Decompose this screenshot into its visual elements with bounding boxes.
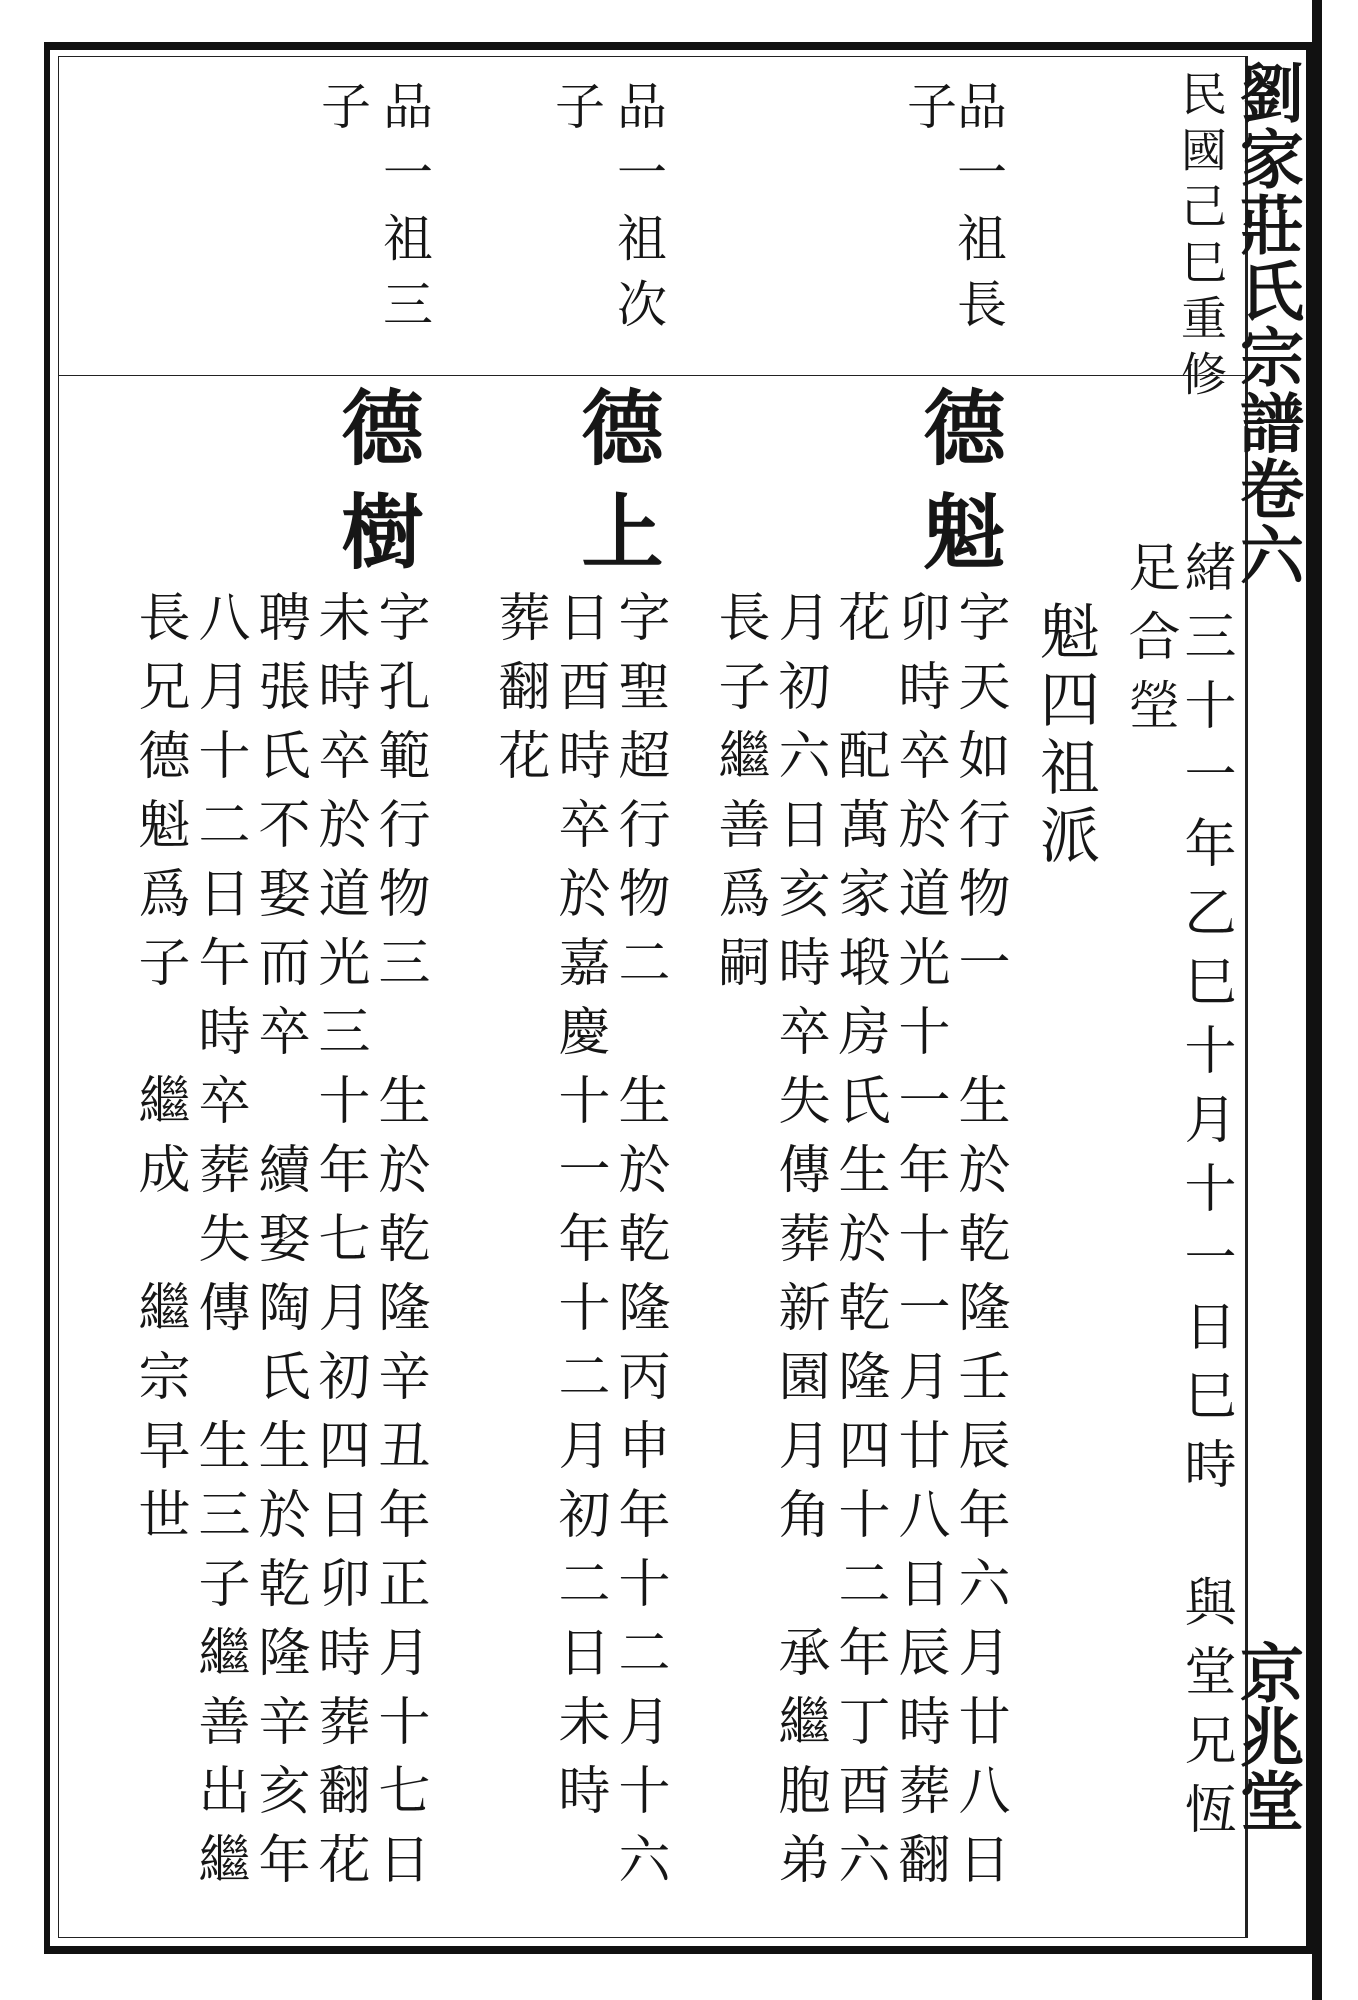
person-2-bio-line-2: 日酉時卒於嘉慶十一年十二月初二日未時: [549, 590, 609, 1832]
spine-hall-name: 京兆堂: [1229, 1640, 1304, 1832]
person-3-bio-line-2: 未時卒於道光三十年七月初四日卯時葬翻花: [309, 590, 369, 1901]
person-1-order: 品一祖長: [949, 80, 1007, 344]
branch-heading: 魁四祖派: [1030, 600, 1100, 872]
person-2-bio-line-1: 字聖超行物二 生於乾隆丙申年十二月十六: [609, 590, 669, 1901]
person-2-name: 德上: [568, 385, 664, 593]
person-2-order: 品一祖次: [609, 80, 667, 344]
spine-title: [1229, 60, 1312, 588]
person-1-bio-line-2: 卯時卒於道光十一年十一月廿八日辰時葬翻: [889, 590, 949, 1901]
repair-note: 民國己巳重修: [1174, 70, 1228, 406]
person-1-bio-line-1: 字天如行物一 生於乾隆壬辰年六月廿八日: [949, 590, 1009, 1901]
person-3-order: 品一祖三: [375, 80, 433, 344]
prev-entry-line-1: 緒三十一年乙巳十月十一日巳時 與堂兄恆: [1175, 540, 1235, 1851]
person-3-bio-line-3: 聘張氏不娶而卒 續娶陶氏生於乾隆辛亥年: [249, 590, 309, 1901]
spine-book-title: 劉家莊氏宗譜: [1229, 60, 1304, 456]
spine-volume: 卷六: [1229, 456, 1304, 588]
person-2-grade: 子: [547, 80, 605, 146]
register-separator-line: [58, 375, 1246, 376]
person-1-bio-line-5: 長子繼善爲嗣: [709, 590, 769, 1004]
person-1-bio-line-3: 花 配萬家塅房氏生於乾隆四十二年丁酉六: [829, 590, 889, 1901]
person-3-name: 德樹: [328, 385, 424, 593]
person-1-grade: 子: [899, 80, 957, 146]
person-3-bio-line-5: 長兄德魁爲子 繼成 繼宗早世: [129, 590, 189, 1556]
person-3-grade: 子: [313, 80, 371, 146]
outer-border-right: [1312, 0, 1322, 2000]
prev-entry-line-2: 足合塋: [1119, 540, 1179, 747]
person-3-bio-line-4: 八月十二日午時卒葬失傳 生三子繼善出繼: [189, 590, 249, 1901]
person-1-name: 德魁: [910, 385, 1006, 593]
person-2-bio-line-3: 葬翻花: [489, 590, 549, 797]
person-3-bio-line-1: 字孔範行物三 生於乾隆辛丑年正月十七日: [369, 590, 429, 1901]
person-1-bio-line-4: 月初六日亥時卒失傳葬新園月角 承繼胞弟: [769, 590, 829, 1901]
